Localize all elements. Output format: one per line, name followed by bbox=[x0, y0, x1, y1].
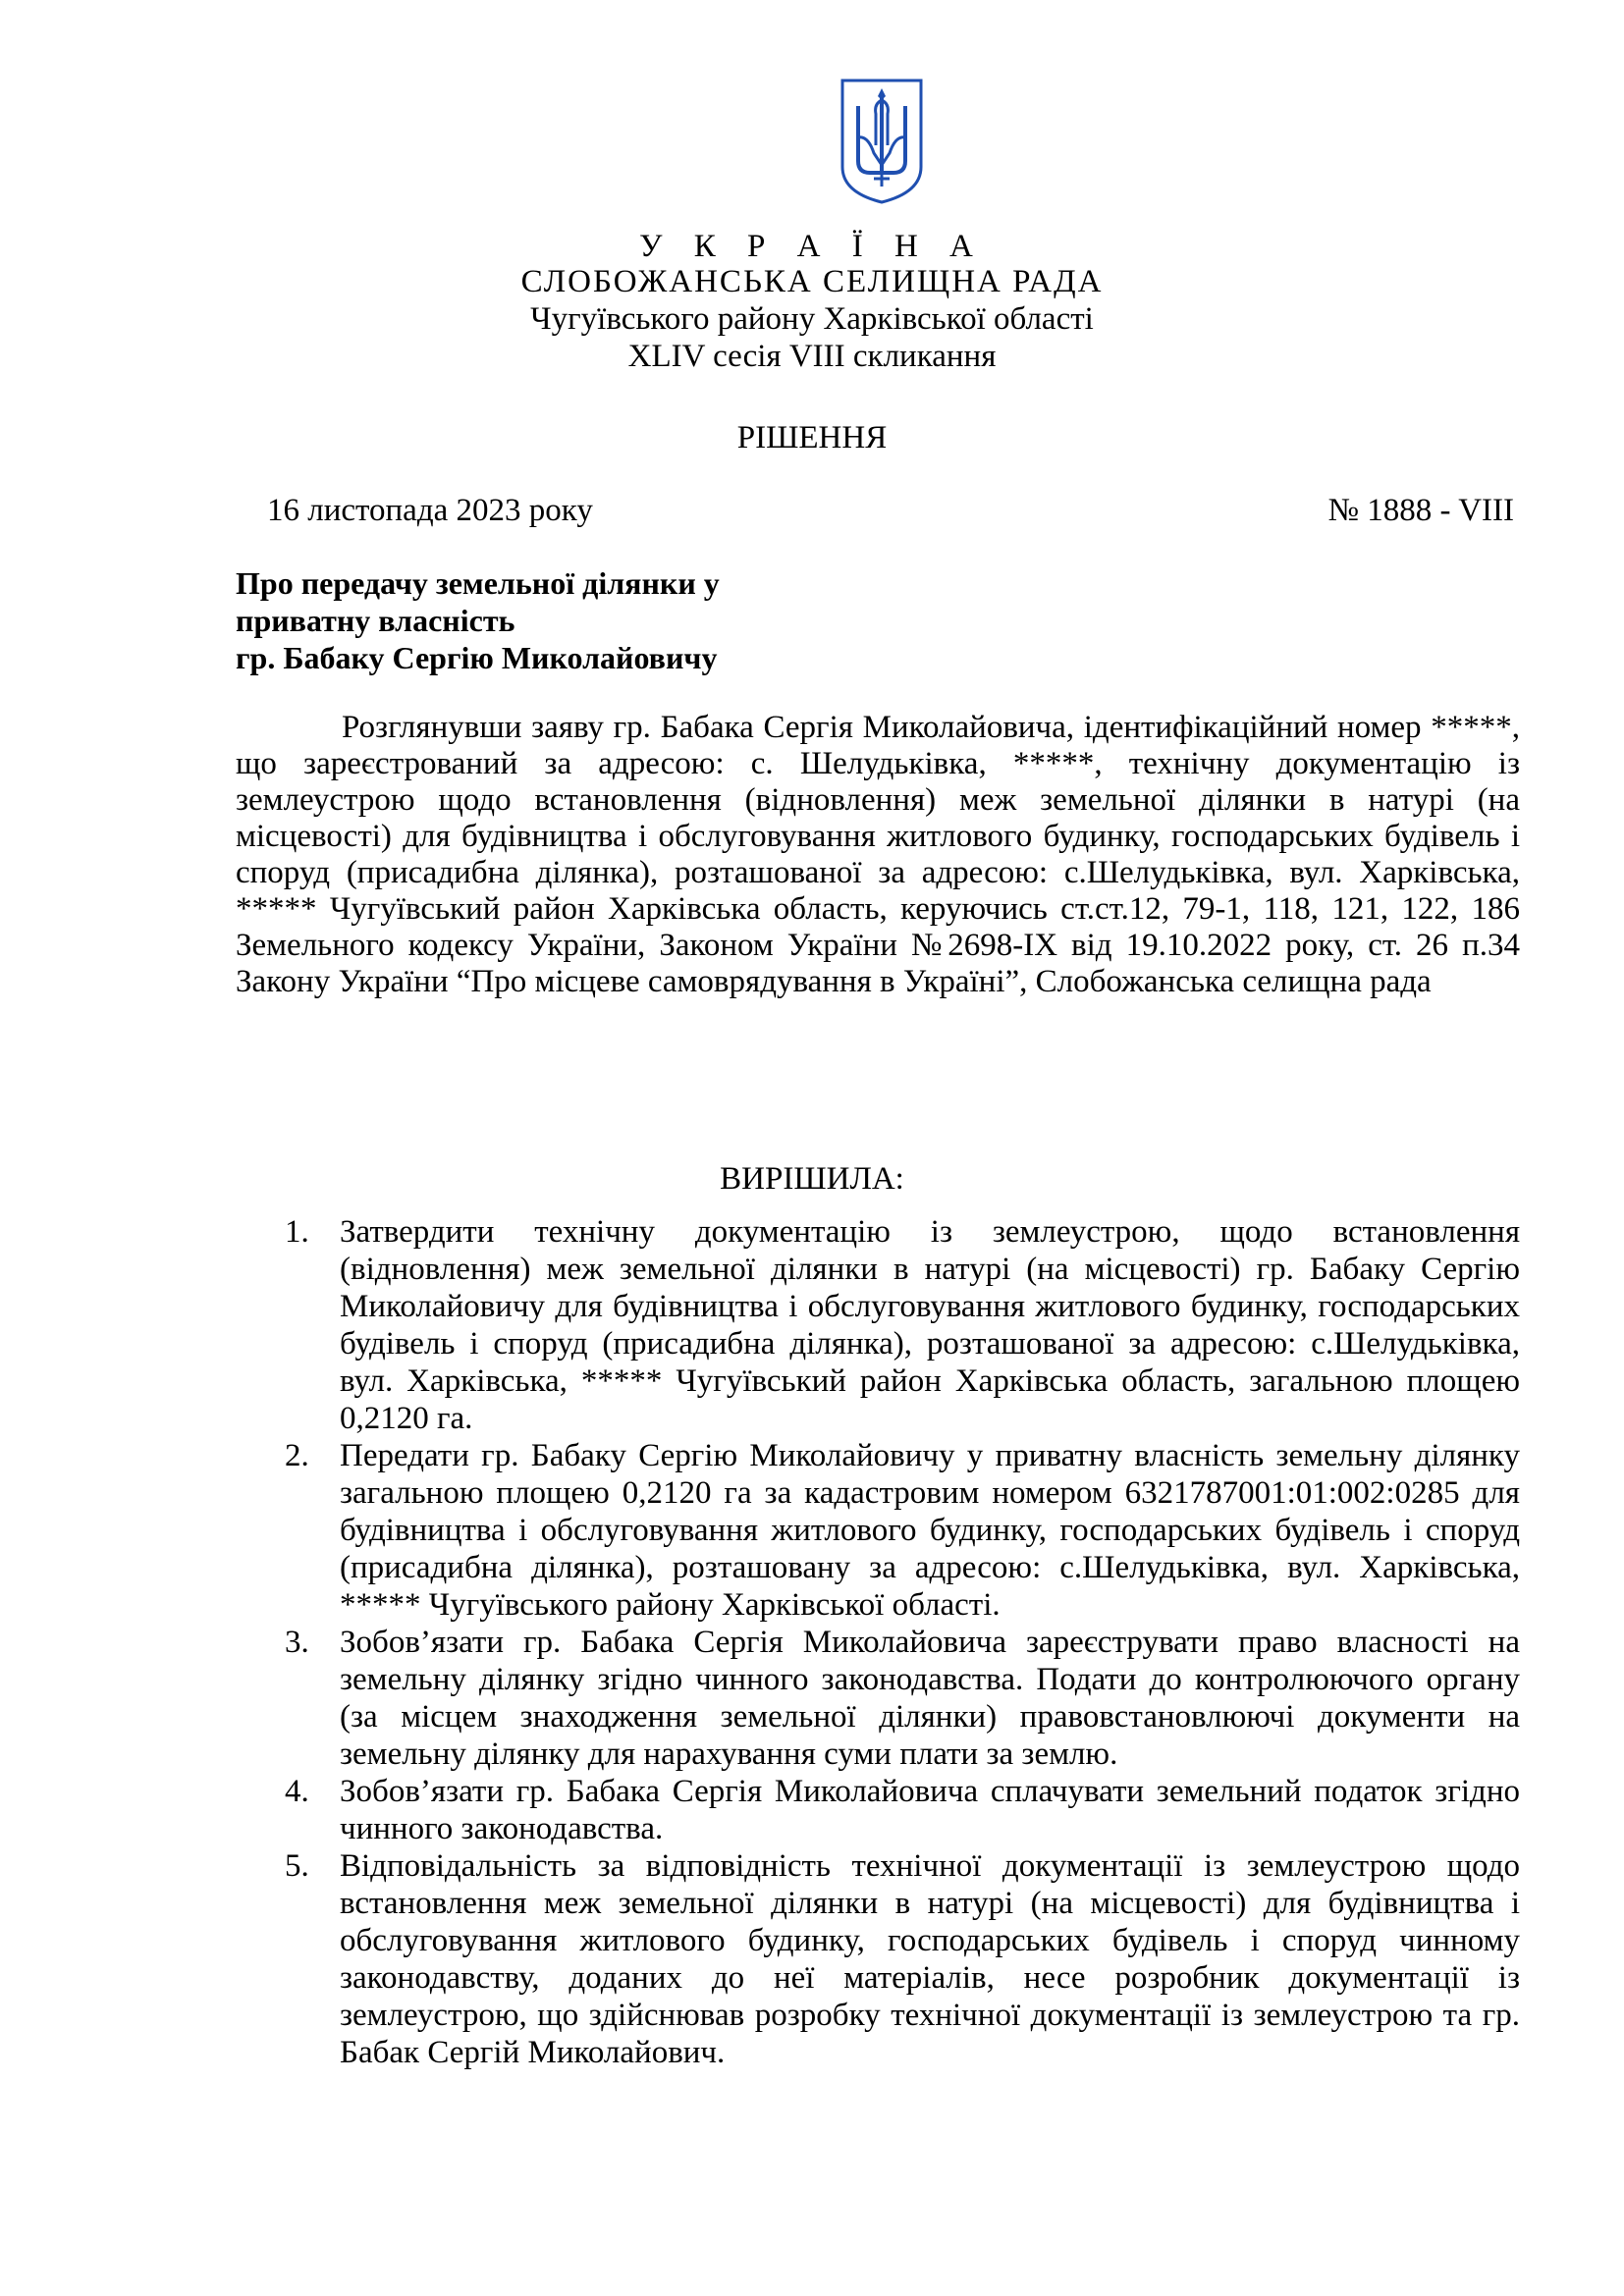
resolution-item bbox=[236, 1624, 1520, 1773]
item-text: Зобов’язати гр. Бабака Сергія Миколайовича сплачувати земельний податок згідно чинного законодавства. bbox=[340, 1774, 1520, 1846]
item-number: 5. bbox=[285, 1848, 309, 1884]
session-info: XLIV сесія VIII скликання bbox=[627, 339, 997, 374]
resolution-item bbox=[236, 1847, 1520, 2071]
decision-number: № 1888 - VIII bbox=[1327, 493, 1514, 528]
item-number: 1. bbox=[285, 1214, 309, 1250]
decision-subject bbox=[236, 564, 720, 676]
item-text: Зобов’язати гр. Бабака Сергія Миколайовича зареєструвати право власності на земельну ділянку згідно чинного законодавства. Подати до контролюючого органу (за місцем знаходження земельної ділянки) правовстановлюючі документи на земельну ділянку для нарахування суми плати за землю. bbox=[340, 1625, 1520, 1772]
resolution-item bbox=[236, 1437, 1520, 1624]
document-type: РІШЕННЯ bbox=[736, 420, 888, 455]
subject-line: Про передачу земельної ділянки у bbox=[236, 565, 720, 601]
resolution-item bbox=[236, 1773, 1520, 1847]
item-text: Передати гр. Бабаку Сергію Миколайовичу у приватну власність земельну ділянку загальною площею 0,2120 га за кадастровим номером 6321787001:01:002:0285 для будівництва і обслуговування житлового будинку, господарських будівель і споруд (присадибна ділянка), розташовану за адресою: с.Шелудьківка, вул. Харківська, ***** Чугуївського району Харківської області. bbox=[340, 1438, 1520, 1623]
preamble-paragraph: Розглянувши заяву гр. Бабака Сергія Миколайовича, ідентифікаційний номер *****, що зареєстрований за адресою: с. Шелудьківка, *****, технічну документацію із землеустрою щодо встановлення (відновлення) меж земельної ділянки в натурі (на місцевості) для будівництва і обслуговування житлового будинку, господарських будівель і споруд (присадибна ділянка), розташованої за адресою: с.Шелудьківка, вул. Харківська, ***** Чугуївський район Харківська область, керуючись ст.ст.12, 79-1, 118, 121, 122, 186 Земельного кодексу України, Законом України №2698-ІХ від 19.10.2022 року, ст. 26 п.34 Закону України “Про місцеве самоврядування в Україні”, Слобожанська селищна рада bbox=[236, 710, 1520, 999]
council-name: СЛОБОЖАНСЬКА СЕЛИЩНА РАДА bbox=[520, 264, 1104, 299]
item-number: 3. bbox=[285, 1625, 309, 1660]
resolution-items bbox=[236, 1213, 1520, 2071]
district-name: Чугуївського району Харківської області bbox=[530, 301, 1094, 337]
resolved-heading: ВИРІШИЛА: bbox=[720, 1161, 904, 1197]
subject-line: приватну власність bbox=[236, 603, 515, 638]
ukraine-trident-icon bbox=[839, 77, 925, 206]
item-number: 4. bbox=[285, 1774, 309, 1809]
resolution-item bbox=[236, 1213, 1520, 1437]
item-number: 2. bbox=[285, 1438, 309, 1473]
item-text: Відповідальність за відповідність технічної документації із землеустрою щодо встановлення меж земельної ділянки в натурі (на місцевості) для будівництва і обслуговування житлового будинку, господарських будівель і споруд чинному законодавству, доданих до неї матеріалів, несе розробник документації із землеустрою, що здійснював розробку технічної документації із землеустрою та гр. Бабак Сергій Миколайович. bbox=[340, 1848, 1520, 2070]
item-text: Затвердити технічну документацію із землеустрою, щодо встановлення (відновлення) меж земельної ділянки в натурі (на місцевості) гр. Бабаку Сергію Миколайовичу для будівництва і обслуговування житлового будинку, господарських будівель і споруд (присадибна ділянка), розташованої за адресою: с.Шелудьківка, вул. Харківська, ***** Чугуївський район Харківська область, загальною площею 0,2120 га. bbox=[340, 1214, 1520, 1436]
subject-line: гр. Бабаку Сергію Миколайовичу bbox=[236, 640, 718, 675]
country-name: У К Р А Ї Н А bbox=[639, 229, 985, 264]
decision-date: 16 листопада 2023 року bbox=[267, 493, 593, 528]
